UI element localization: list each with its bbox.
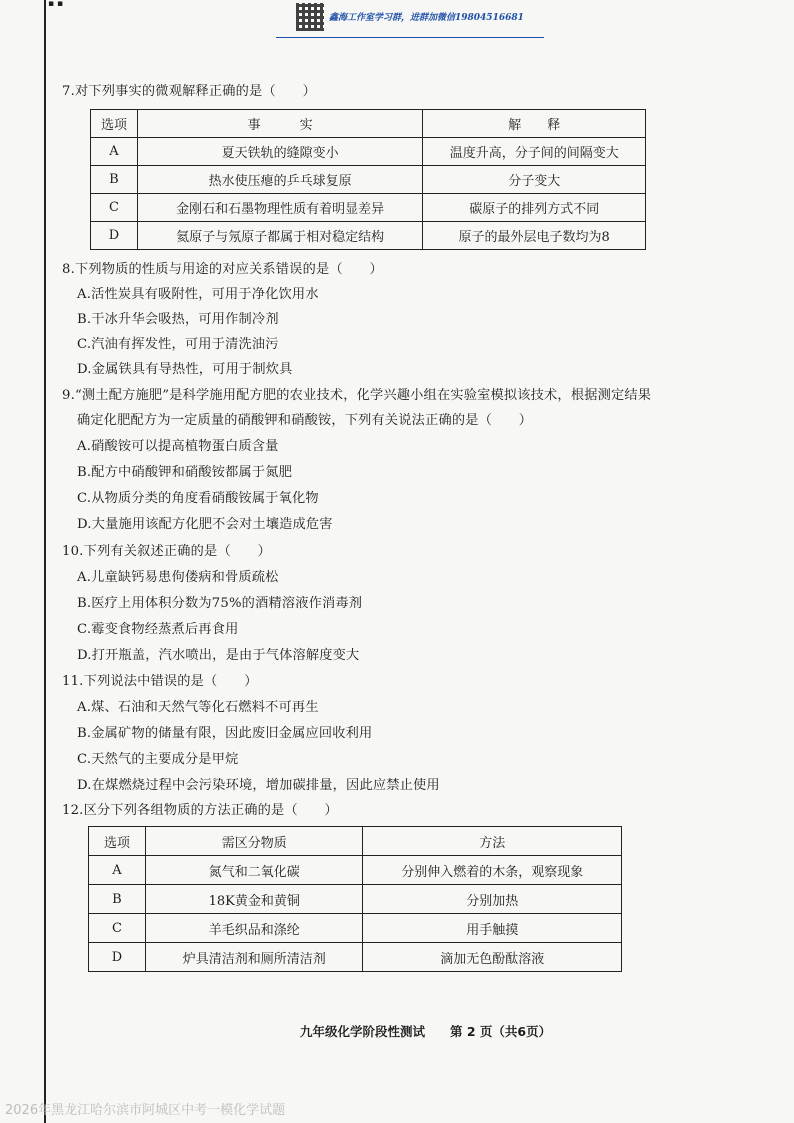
corner-marks: ▪ ▪ xyxy=(48,0,64,9)
question-8-option-c: C.汽油有挥发性，可用于清洗油污 xyxy=(77,337,279,352)
table-cell: 羊毛织品和涤纶 xyxy=(145,914,363,943)
table-cell: 18K黄金和黄铜 xyxy=(145,885,363,914)
table-row xyxy=(91,138,646,166)
table-cell: B xyxy=(91,166,138,194)
question-11-option-a: A.煤、石油和天然气等化石燃料不可再生 xyxy=(77,700,319,715)
question-11-option-c: C.天然气的主要成分是甲烷 xyxy=(77,752,239,767)
question-8-option-b: B.干冰升华会吸热，可用作制冷剂 xyxy=(77,312,279,327)
table-cell: A xyxy=(89,856,146,885)
table-header-row xyxy=(91,110,646,138)
table-row xyxy=(89,943,622,972)
table-cell: C xyxy=(89,914,146,943)
table-cell: 温度升高，分子间的间隔变大 xyxy=(423,138,646,166)
table-cell: D xyxy=(89,943,146,972)
question-10-option-a: A.儿童缺钙易患佝偻病和骨质疏松 xyxy=(77,570,279,585)
question-8-option-a: A.活性炭具有吸附性，可用于净化饮用水 xyxy=(77,287,319,302)
table-cell: 金刚石和石墨物理性质有着明显差异 xyxy=(137,194,422,222)
table-header-row xyxy=(89,827,622,856)
table-cell: 分子变大 xyxy=(423,166,646,194)
table-header-cell: 解 释 xyxy=(423,110,646,138)
table-header-cell: 选项 xyxy=(89,827,146,856)
table-cell: 夏天铁轨的缝隙变小 xyxy=(137,138,422,166)
table-cell: 用手触摸 xyxy=(363,914,622,943)
question-9-option-c: C.从物质分类的角度看硝酸铵属于氧化物 xyxy=(77,491,319,506)
table-header-cell: 需区分物质 xyxy=(145,827,363,856)
table-header-cell: 事 实 xyxy=(137,110,422,138)
question-8-stem: 8.下列物质的性质与用途的对应关系错误的是（ ） xyxy=(62,262,383,277)
question-12-table xyxy=(88,826,622,972)
header-banner: 鑫海工作室学习群，进群加微信19804516681 xyxy=(329,13,524,23)
table-cell: 氮气和二氧化碳 xyxy=(145,856,363,885)
question-9-option-b: B.配方中硝酸钾和硝酸铵都属于氮肥 xyxy=(77,465,293,480)
question-7-table xyxy=(90,109,646,250)
table-cell: D xyxy=(91,222,138,250)
question-9-option-a: A.硝酸铵可以提高植物蛋白质含量 xyxy=(77,439,279,454)
table-cell: 碳原子的排列方式不同 xyxy=(423,194,646,222)
table-cell: 分别伸入燃着的木条，观察现象 xyxy=(363,856,622,885)
question-11-stem: 11.下列说法中错误的是（ ） xyxy=(62,674,258,689)
table-cell: C xyxy=(91,194,138,222)
page-footer: 九年级化学阶段性测试 第 2 页（共6页） xyxy=(300,1024,552,1039)
table-cell: B xyxy=(89,885,146,914)
question-10-option-c: C.霉变食物经蒸煮后再食用 xyxy=(77,622,239,637)
question-9-stem-line-1: 9.“测土配方施肥”是科学施用配方肥的农业技术，化学兴趣小组在实验室模拟该技术，根据测定结果 xyxy=(62,388,652,403)
qr-code-icon xyxy=(296,3,324,31)
table-cell: 分别加热 xyxy=(363,885,622,914)
question-12-stem: 12.区分下列各组物质的方法正确的是（ ） xyxy=(62,803,338,818)
table-cell: 热水使压瘪的乒乓球复原 xyxy=(137,166,422,194)
table-row xyxy=(89,856,622,885)
binding-margin-line xyxy=(44,0,46,1123)
question-10-option-d: D.打开瓶盖，汽水喷出，是由于气体溶解度变大 xyxy=(77,648,360,663)
table-cell: 氦原子与氖原子都属于相对稳定结构 xyxy=(137,222,422,250)
table-row xyxy=(91,222,646,250)
watermark: 2026年黑龙江哈尔滨市阿城区中考一模化学试题 xyxy=(5,1103,286,1118)
question-9-stem-line-2: 确定化肥配方为一定质量的硝酸钾和硝酸铵，下列有关说法正确的是（ ） xyxy=(77,413,533,428)
table-row xyxy=(91,194,646,222)
table-row xyxy=(91,166,646,194)
question-7-stem: 7.对下列事实的微观解释正确的是（ ） xyxy=(62,84,316,99)
table-cell: 滴加无色酚酞溶液 xyxy=(363,943,622,972)
page-header xyxy=(296,3,546,41)
question-9-option-d: D.大量施用该配方化肥不会对土壤造成危害 xyxy=(77,517,333,532)
question-10-stem: 10.下列有关叙述正确的是（ ） xyxy=(62,544,271,559)
question-11-option-d: D.在煤燃烧过程中会污染环境，增加碳排量，因此应禁止使用 xyxy=(77,778,440,793)
table-header-cell: 方法 xyxy=(363,827,622,856)
table-row xyxy=(89,885,622,914)
question-11-option-b: B.金属矿物的储量有限，因此废旧金属应回收利用 xyxy=(77,726,373,741)
table-cell: 原子的最外层电子数均为8 xyxy=(423,222,646,250)
question-10-option-b: B.医疗上用体积分数为75%的酒精溶液作消毒剂 xyxy=(77,596,363,611)
table-cell: A xyxy=(91,138,138,166)
table-row xyxy=(89,914,622,943)
header-rule xyxy=(276,37,544,38)
question-8-option-d: D.金属铁具有导热性，可用于制炊具 xyxy=(77,362,293,377)
table-cell: 炉具清洁剂和厕所清洁剂 xyxy=(145,943,363,972)
table-header-cell: 选项 xyxy=(91,110,138,138)
